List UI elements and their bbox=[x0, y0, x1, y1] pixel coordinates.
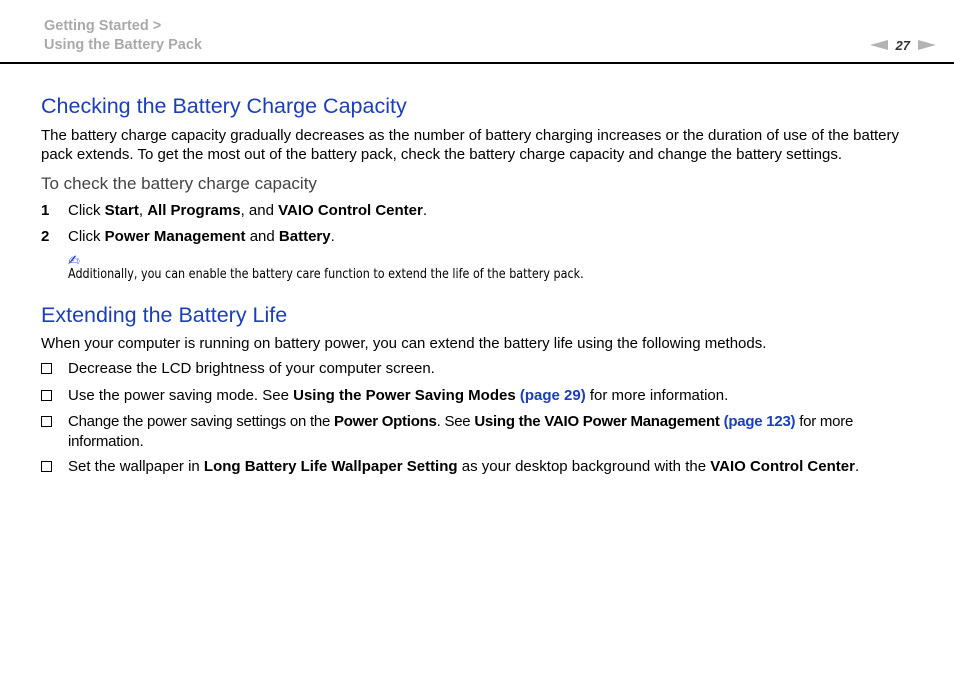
list-item bbox=[41, 359, 921, 380]
step-number: 2 bbox=[41, 228, 50, 245]
page-number: 27 bbox=[895, 37, 910, 53]
list-item-text: Set the wallpaper in Long Battery Life Wallpaper Setting as your desktop background with the VAIO Control Center. bbox=[68, 458, 860, 475]
list-item-text: Change the power saving settings on the Power Options. See Using the VAIO Power Management (page 123) for more information. bbox=[68, 413, 854, 450]
list-item bbox=[41, 412, 916, 451]
list-item bbox=[41, 457, 921, 478]
note-text: Additionally, you can enable the battery care function to extend the life of the battery pack. bbox=[68, 267, 584, 282]
list-item-text: Decrease the LCD brightness of your computer screen. bbox=[68, 360, 435, 377]
step-text: Click Start, All Programs, and VAIO Control Center. bbox=[68, 202, 428, 219]
section-title-charge-capacity: Checking the Battery Charge Capacity bbox=[41, 94, 407, 118]
charge-capacity-intro: The battery charge capacity gradually decreases as the number of battery charging increases or the duration of use of the battery pack extends. To get the most out of the battery pack, check the battery charge capacity and change the battery settings. bbox=[41, 127, 899, 163]
list-item bbox=[41, 386, 921, 407]
checkbox-bullet-icon bbox=[41, 457, 68, 478]
breadcrumb bbox=[44, 17, 202, 55]
procedure-step bbox=[41, 201, 921, 220]
checkbox-bullet-icon bbox=[41, 386, 68, 407]
breadcrumb-page[interactable]: Using the Battery Pack bbox=[44, 37, 202, 53]
page-link[interactable]: (page 29) bbox=[519, 386, 586, 404]
checkbox-bullet-icon bbox=[41, 412, 68, 451]
procedure-step bbox=[41, 227, 921, 246]
header-divider bbox=[0, 62, 954, 64]
step-text: Click Power Management and Battery. bbox=[68, 228, 335, 245]
next-page-arrow-icon[interactable] bbox=[918, 40, 936, 50]
section-title-battery-life: Extending the Battery Life bbox=[41, 303, 288, 327]
breadcrumb-section[interactable]: Getting Started > bbox=[44, 18, 162, 34]
page-link[interactable]: (page 123) bbox=[723, 413, 796, 430]
checkbox-bullet-icon bbox=[41, 359, 68, 380]
procedure-heading: To check the battery charge capacity bbox=[41, 174, 317, 193]
page-navigator bbox=[870, 36, 936, 54]
list-item-text: Use the power saving mode. See Using the Power Saving Modes (page 29) for more information. bbox=[68, 386, 729, 404]
step-number: 1 bbox=[41, 202, 50, 219]
main-content bbox=[41, 92, 921, 478]
note-pencil-icon: ✍ bbox=[68, 252, 80, 268]
previous-page-arrow-icon[interactable] bbox=[870, 40, 888, 50]
battery-life-intro: When your computer is running on battery power, you can extend the battery life using the following methods. bbox=[41, 335, 767, 352]
